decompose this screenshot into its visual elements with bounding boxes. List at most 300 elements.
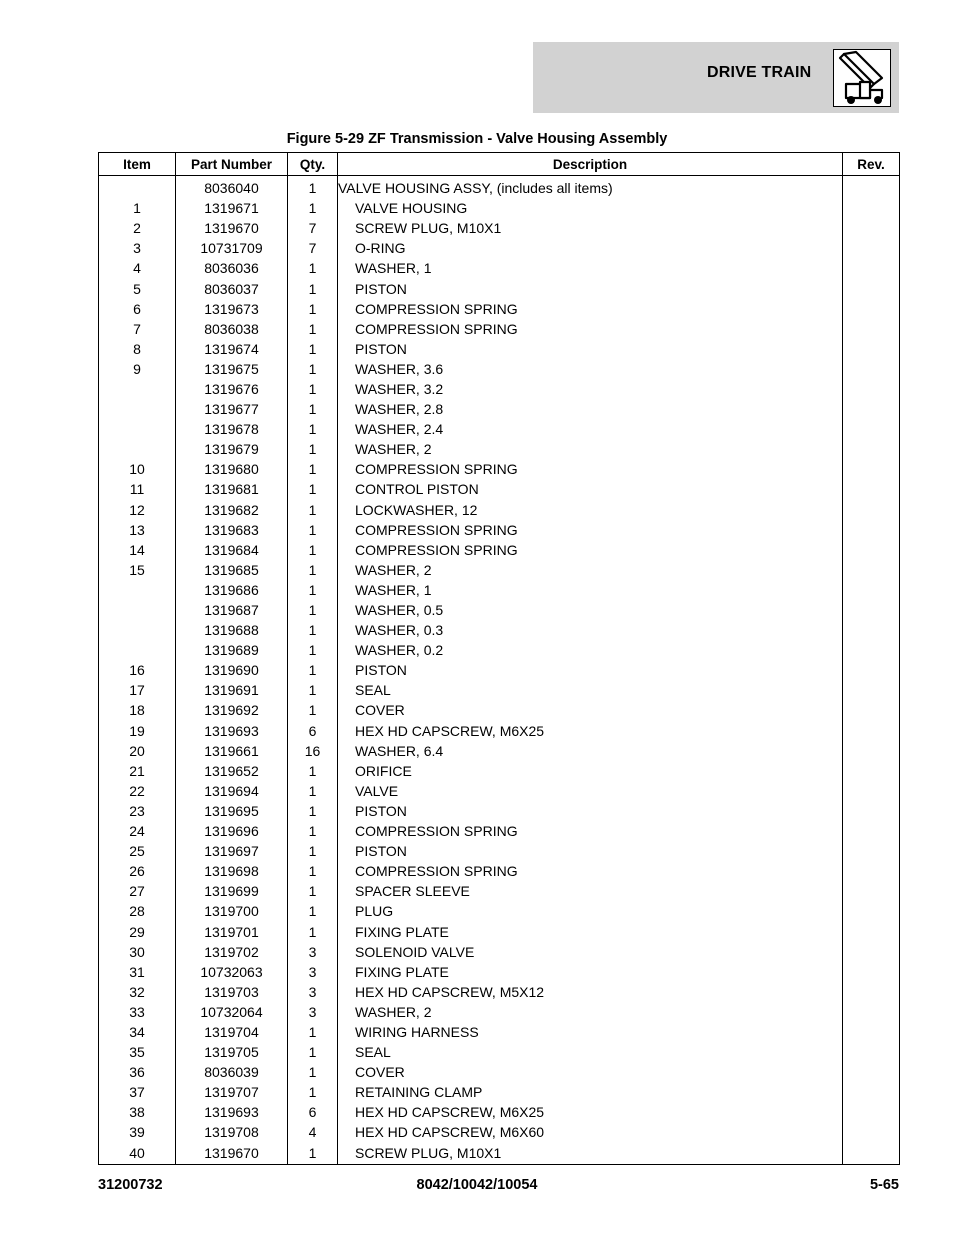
rev-cell — [843, 841, 900, 861]
table-row — [99, 1122, 900, 1142]
item-cell: 35 — [99, 1042, 176, 1062]
table-row — [99, 600, 900, 620]
description-cell: WASHER, 3.2 — [338, 379, 843, 399]
description-cell: COMPRESSION SPRING — [338, 520, 843, 540]
item-cell: 5 — [99, 278, 176, 298]
description-cell: PISTON — [338, 660, 843, 680]
table-row — [99, 901, 900, 921]
description-cell: COMPRESSION SPRING — [338, 459, 843, 479]
qty-cell: 1 — [288, 821, 338, 841]
part-number-cell: 8036040 — [176, 176, 288, 199]
part-number-cell: 1319689 — [176, 640, 288, 660]
part-number-cell: 1319685 — [176, 560, 288, 580]
table-row — [99, 198, 900, 218]
rev-cell — [843, 781, 900, 801]
part-number-cell: 8036036 — [176, 258, 288, 278]
item-cell: 6 — [99, 299, 176, 319]
table-row — [99, 238, 900, 258]
rev-cell — [843, 339, 900, 359]
qty-cell: 1 — [288, 176, 338, 199]
rev-cell — [843, 962, 900, 982]
description-cell: SCREW PLUG, M10X1 — [338, 218, 843, 238]
item-cell: 18 — [99, 700, 176, 720]
rev-cell — [843, 1143, 900, 1165]
rev-cell — [843, 278, 900, 298]
description-cell: WASHER, 1 — [338, 580, 843, 600]
item-cell: 3 — [99, 238, 176, 258]
part-number-cell: 1319705 — [176, 1042, 288, 1062]
description-cell: WASHER, 2 — [338, 1002, 843, 1022]
table-row — [99, 962, 900, 982]
part-number-cell: 1319670 — [176, 1143, 288, 1165]
qty-cell: 1 — [288, 921, 338, 941]
table-row — [99, 459, 900, 479]
table-row — [99, 620, 900, 640]
description-cell: WASHER, 0.2 — [338, 640, 843, 660]
table-row — [99, 439, 900, 459]
part-number-cell: 1319670 — [176, 218, 288, 238]
rev-cell — [843, 176, 900, 199]
table-row — [99, 379, 900, 399]
table-row — [99, 479, 900, 499]
item-cell: 38 — [99, 1102, 176, 1122]
table-row — [99, 419, 900, 439]
qty-cell: 3 — [288, 982, 338, 1002]
part-number-cell: 1319677 — [176, 399, 288, 419]
part-number-cell: 1319684 — [176, 540, 288, 560]
rev-cell — [843, 721, 900, 741]
qty-cell: 1 — [288, 500, 338, 520]
rev-cell — [843, 399, 900, 419]
table-row — [99, 741, 900, 761]
rev-cell — [843, 600, 900, 620]
column-header-description: Description — [338, 153, 843, 176]
qty-cell: 1 — [288, 781, 338, 801]
item-cell: 15 — [99, 560, 176, 580]
rev-cell — [843, 821, 900, 841]
qty-cell: 1 — [288, 520, 338, 540]
qty-cell: 1 — [288, 299, 338, 319]
part-number-cell: 1319708 — [176, 1122, 288, 1142]
qty-cell: 1 — [288, 319, 338, 339]
drive-train-icon — [833, 49, 891, 107]
rev-cell — [843, 379, 900, 399]
table-row — [99, 781, 900, 801]
item-cell: 33 — [99, 1002, 176, 1022]
item-cell: 27 — [99, 881, 176, 901]
part-number-cell: 10732063 — [176, 962, 288, 982]
part-number-cell: 1319700 — [176, 901, 288, 921]
part-number-cell: 1319678 — [176, 419, 288, 439]
item-cell: 21 — [99, 761, 176, 781]
description-cell: PISTON — [338, 278, 843, 298]
part-number-cell: 8036039 — [176, 1062, 288, 1082]
description-cell: COMPRESSION SPRING — [338, 861, 843, 881]
description-cell: WASHER, 1 — [338, 258, 843, 278]
table-row — [99, 841, 900, 861]
description-cell: SOLENOID VALVE — [338, 942, 843, 962]
rev-cell — [843, 901, 900, 921]
description-cell: HEX HD CAPSCREW, M6X25 — [338, 1102, 843, 1122]
table-row — [99, 580, 900, 600]
part-number-cell: 1319671 — [176, 198, 288, 218]
description-cell: ORIFICE — [338, 761, 843, 781]
description-cell: SEAL — [338, 1042, 843, 1062]
description-cell: COMPRESSION SPRING — [338, 319, 843, 339]
item-cell — [99, 439, 176, 459]
qty-cell: 1 — [288, 459, 338, 479]
item-cell: 28 — [99, 901, 176, 921]
table-row — [99, 821, 900, 841]
parts-table — [98, 152, 900, 1165]
rev-cell — [843, 198, 900, 218]
table-row — [99, 218, 900, 238]
table-row — [99, 560, 900, 580]
item-cell — [99, 399, 176, 419]
description-cell: VALVE HOUSING — [338, 198, 843, 218]
table-row — [99, 700, 900, 720]
column-header-part-number: Part Number — [176, 153, 288, 176]
item-cell: 32 — [99, 982, 176, 1002]
qty-cell: 1 — [288, 600, 338, 620]
qty-cell: 1 — [288, 399, 338, 419]
item-cell: 34 — [99, 1022, 176, 1042]
item-cell: 40 — [99, 1143, 176, 1165]
description-cell: HEX HD CAPSCREW, M6X25 — [338, 721, 843, 741]
footer-document-number: 31200732 — [98, 1177, 163, 1193]
table-row — [99, 399, 900, 419]
rev-cell — [843, 741, 900, 761]
rev-cell — [843, 238, 900, 258]
table-row — [99, 1062, 900, 1082]
rev-cell — [843, 419, 900, 439]
description-cell: SPACER SLEEVE — [338, 881, 843, 901]
part-number-cell: 1319692 — [176, 700, 288, 720]
table-row — [99, 359, 900, 379]
part-number-cell: 1319652 — [176, 761, 288, 781]
item-cell — [99, 640, 176, 660]
qty-cell: 1 — [288, 580, 338, 600]
table-row — [99, 1042, 900, 1062]
table-row — [99, 861, 900, 881]
qty-cell: 1 — [288, 540, 338, 560]
qty-cell: 1 — [288, 359, 338, 379]
item-cell: 13 — [99, 520, 176, 540]
item-cell: 7 — [99, 319, 176, 339]
rev-cell — [843, 1002, 900, 1022]
rev-cell — [843, 881, 900, 901]
table-row — [99, 721, 900, 741]
table-row — [99, 1102, 900, 1122]
rev-cell — [843, 580, 900, 600]
qty-cell: 1 — [288, 1082, 338, 1102]
qty-cell: 16 — [288, 741, 338, 761]
rev-cell — [843, 761, 900, 781]
description-cell: COVER — [338, 700, 843, 720]
description-cell: HEX HD CAPSCREW, M5X12 — [338, 982, 843, 1002]
table-row — [99, 1022, 900, 1042]
rev-cell — [843, 540, 900, 560]
rev-cell — [843, 942, 900, 962]
part-number-cell: 1319697 — [176, 841, 288, 861]
description-cell: HEX HD CAPSCREW, M6X60 — [338, 1122, 843, 1142]
part-number-cell: 8036037 — [176, 278, 288, 298]
description-cell: WASHER, 0.3 — [338, 620, 843, 640]
rev-cell — [843, 500, 900, 520]
qty-cell: 6 — [288, 721, 338, 741]
part-number-cell: 1319693 — [176, 721, 288, 741]
table-row — [99, 982, 900, 1002]
part-number-cell: 1319682 — [176, 500, 288, 520]
part-number-cell: 1319683 — [176, 520, 288, 540]
item-cell: 25 — [99, 841, 176, 861]
rev-cell — [843, 218, 900, 238]
rev-cell — [843, 439, 900, 459]
description-cell: PISTON — [338, 841, 843, 861]
qty-cell: 1 — [288, 761, 338, 781]
qty-cell: 3 — [288, 942, 338, 962]
rev-cell — [843, 1042, 900, 1062]
rev-cell — [843, 459, 900, 479]
part-number-cell: 1319694 — [176, 781, 288, 801]
part-number-cell: 1319691 — [176, 680, 288, 700]
table-row — [99, 176, 900, 199]
table-row — [99, 1082, 900, 1102]
qty-cell: 3 — [288, 962, 338, 982]
item-cell: 30 — [99, 942, 176, 962]
item-cell: 17 — [99, 680, 176, 700]
rev-cell — [843, 299, 900, 319]
table-row — [99, 921, 900, 941]
qty-cell: 4 — [288, 1122, 338, 1142]
table-row — [99, 801, 900, 821]
part-number-cell: 1319704 — [176, 1022, 288, 1042]
item-cell — [99, 580, 176, 600]
rev-cell — [843, 1122, 900, 1142]
description-cell: VALVE HOUSING ASSY, (includes all items) — [338, 176, 843, 199]
footer-model-numbers: 8042/10042/10054 — [416, 1177, 538, 1193]
description-cell: FIXING PLATE — [338, 962, 843, 982]
qty-cell: 1 — [288, 640, 338, 660]
qty-cell: 1 — [288, 479, 338, 499]
part-number-cell: 1319673 — [176, 299, 288, 319]
section-title: DRIVE TRAIN — [707, 64, 812, 81]
item-cell — [99, 379, 176, 399]
rev-cell — [843, 560, 900, 580]
table-row — [99, 319, 900, 339]
qty-cell: 1 — [288, 881, 338, 901]
item-cell: 36 — [99, 1062, 176, 1082]
qty-cell: 1 — [288, 801, 338, 821]
rev-cell — [843, 1082, 900, 1102]
part-number-cell: 1319687 — [176, 600, 288, 620]
qty-cell: 1 — [288, 680, 338, 700]
part-number-cell: 1319681 — [176, 479, 288, 499]
qty-cell: 1 — [288, 1042, 338, 1062]
rev-cell — [843, 680, 900, 700]
item-cell: 19 — [99, 721, 176, 741]
item-cell: 37 — [99, 1082, 176, 1102]
description-cell: WASHER, 2.8 — [338, 399, 843, 419]
figure-title: Figure 5-29 ZF Transmission - Valve Housing Assembly — [286, 131, 668, 147]
description-cell: PISTON — [338, 801, 843, 821]
qty-cell: 1 — [288, 861, 338, 881]
rev-cell — [843, 520, 900, 540]
part-number-cell: 1319699 — [176, 881, 288, 901]
part-number-cell: 1319686 — [176, 580, 288, 600]
description-cell: SEAL — [338, 680, 843, 700]
description-cell: VALVE — [338, 781, 843, 801]
rev-cell — [843, 640, 900, 660]
part-number-cell: 1319696 — [176, 821, 288, 841]
description-cell: RETAINING CLAMP — [338, 1082, 843, 1102]
item-cell: 24 — [99, 821, 176, 841]
column-header-rev: Rev. — [843, 153, 900, 176]
item-cell: 8 — [99, 339, 176, 359]
part-number-cell: 1319702 — [176, 942, 288, 962]
rev-cell — [843, 319, 900, 339]
table-row — [99, 520, 900, 540]
item-cell: 31 — [99, 962, 176, 982]
qty-cell: 1 — [288, 379, 338, 399]
item-cell: 2 — [99, 218, 176, 238]
table-row — [99, 761, 900, 781]
rev-cell — [843, 479, 900, 499]
part-number-cell: 1319698 — [176, 861, 288, 881]
item-cell: 9 — [99, 359, 176, 379]
item-cell — [99, 620, 176, 640]
item-cell: 1 — [99, 198, 176, 218]
table-row — [99, 881, 900, 901]
qty-cell: 1 — [288, 901, 338, 921]
description-cell: COVER — [338, 1062, 843, 1082]
qty-cell: 1 — [288, 198, 338, 218]
qty-cell: 7 — [288, 218, 338, 238]
qty-cell: 1 — [288, 620, 338, 640]
description-cell: PISTON — [338, 339, 843, 359]
part-number-cell: 1319703 — [176, 982, 288, 1002]
part-number-cell: 1319676 — [176, 379, 288, 399]
rev-cell — [843, 801, 900, 821]
item-cell: 12 — [99, 500, 176, 520]
qty-cell: 1 — [288, 258, 338, 278]
item-cell: 11 — [99, 479, 176, 499]
column-header-qty: Qty. — [288, 153, 338, 176]
qty-cell: 1 — [288, 660, 338, 680]
table-row — [99, 540, 900, 560]
description-cell: SCREW PLUG, M10X1 — [338, 1143, 843, 1165]
table-row — [99, 680, 900, 700]
table-row — [99, 1143, 900, 1165]
rev-cell — [843, 861, 900, 881]
part-number-cell: 1319707 — [176, 1082, 288, 1102]
description-cell: LOCKWASHER, 12 — [338, 500, 843, 520]
qty-cell: 1 — [288, 1062, 338, 1082]
description-cell: WASHER, 2.4 — [338, 419, 843, 439]
item-cell: 39 — [99, 1122, 176, 1142]
table-row — [99, 660, 900, 680]
part-number-cell: 8036038 — [176, 319, 288, 339]
qty-cell: 1 — [288, 560, 338, 580]
rev-cell — [843, 921, 900, 941]
qty-cell: 1 — [288, 1143, 338, 1165]
table-row — [99, 258, 900, 278]
item-cell: 10 — [99, 459, 176, 479]
qty-cell: 1 — [288, 1022, 338, 1042]
part-number-cell: 1319661 — [176, 741, 288, 761]
part-number-cell: 1319679 — [176, 439, 288, 459]
qty-cell: 7 — [288, 238, 338, 258]
description-cell: WASHER, 3.6 — [338, 359, 843, 379]
item-cell: 23 — [99, 801, 176, 821]
part-number-cell: 10731709 — [176, 238, 288, 258]
rev-cell — [843, 1102, 900, 1122]
description-cell: WASHER, 6.4 — [338, 741, 843, 761]
part-number-cell: 1319695 — [176, 801, 288, 821]
description-cell: PLUG — [338, 901, 843, 921]
description-cell: WASHER, 0.5 — [338, 600, 843, 620]
item-cell: 14 — [99, 540, 176, 560]
table-row — [99, 640, 900, 660]
footer-page-number: 5-65 — [869, 1177, 899, 1193]
rev-cell — [843, 1022, 900, 1042]
description-cell: COMPRESSION SPRING — [338, 540, 843, 560]
rev-cell — [843, 620, 900, 640]
table-row — [99, 500, 900, 520]
part-number-cell: 1319675 — [176, 359, 288, 379]
description-cell: O-RING — [338, 238, 843, 258]
description-cell: COMPRESSION SPRING — [338, 299, 843, 319]
item-cell — [99, 176, 176, 199]
description-cell: FIXING PLATE — [338, 921, 843, 941]
qty-cell: 1 — [288, 841, 338, 861]
rev-cell — [843, 660, 900, 680]
part-number-cell: 1319693 — [176, 1102, 288, 1122]
item-cell — [99, 600, 176, 620]
item-cell: 26 — [99, 861, 176, 881]
table-row — [99, 942, 900, 962]
qty-cell: 6 — [288, 1102, 338, 1122]
qty-cell: 1 — [288, 278, 338, 298]
item-cell: 20 — [99, 741, 176, 761]
qty-cell: 1 — [288, 439, 338, 459]
part-number-cell: 1319688 — [176, 620, 288, 640]
item-cell: 4 — [99, 258, 176, 278]
rev-cell — [843, 700, 900, 720]
part-number-cell: 10732064 — [176, 1002, 288, 1022]
part-number-cell: 1319680 — [176, 459, 288, 479]
description-cell: WASHER, 2 — [338, 439, 843, 459]
table-row — [99, 339, 900, 359]
qty-cell: 3 — [288, 1002, 338, 1022]
part-number-cell: 1319674 — [176, 339, 288, 359]
column-header-item: Item — [99, 153, 176, 176]
rev-cell — [843, 359, 900, 379]
qty-cell: 1 — [288, 419, 338, 439]
table-row — [99, 278, 900, 298]
table-row — [99, 1002, 900, 1022]
part-number-cell: 1319701 — [176, 921, 288, 941]
qty-cell: 1 — [288, 339, 338, 359]
description-cell: CONTROL PISTON — [338, 479, 843, 499]
item-cell: 16 — [99, 660, 176, 680]
rev-cell — [843, 982, 900, 1002]
description-cell: COMPRESSION SPRING — [338, 821, 843, 841]
table-header-row — [99, 153, 900, 176]
qty-cell: 1 — [288, 700, 338, 720]
table-row — [99, 299, 900, 319]
item-cell: 22 — [99, 781, 176, 801]
